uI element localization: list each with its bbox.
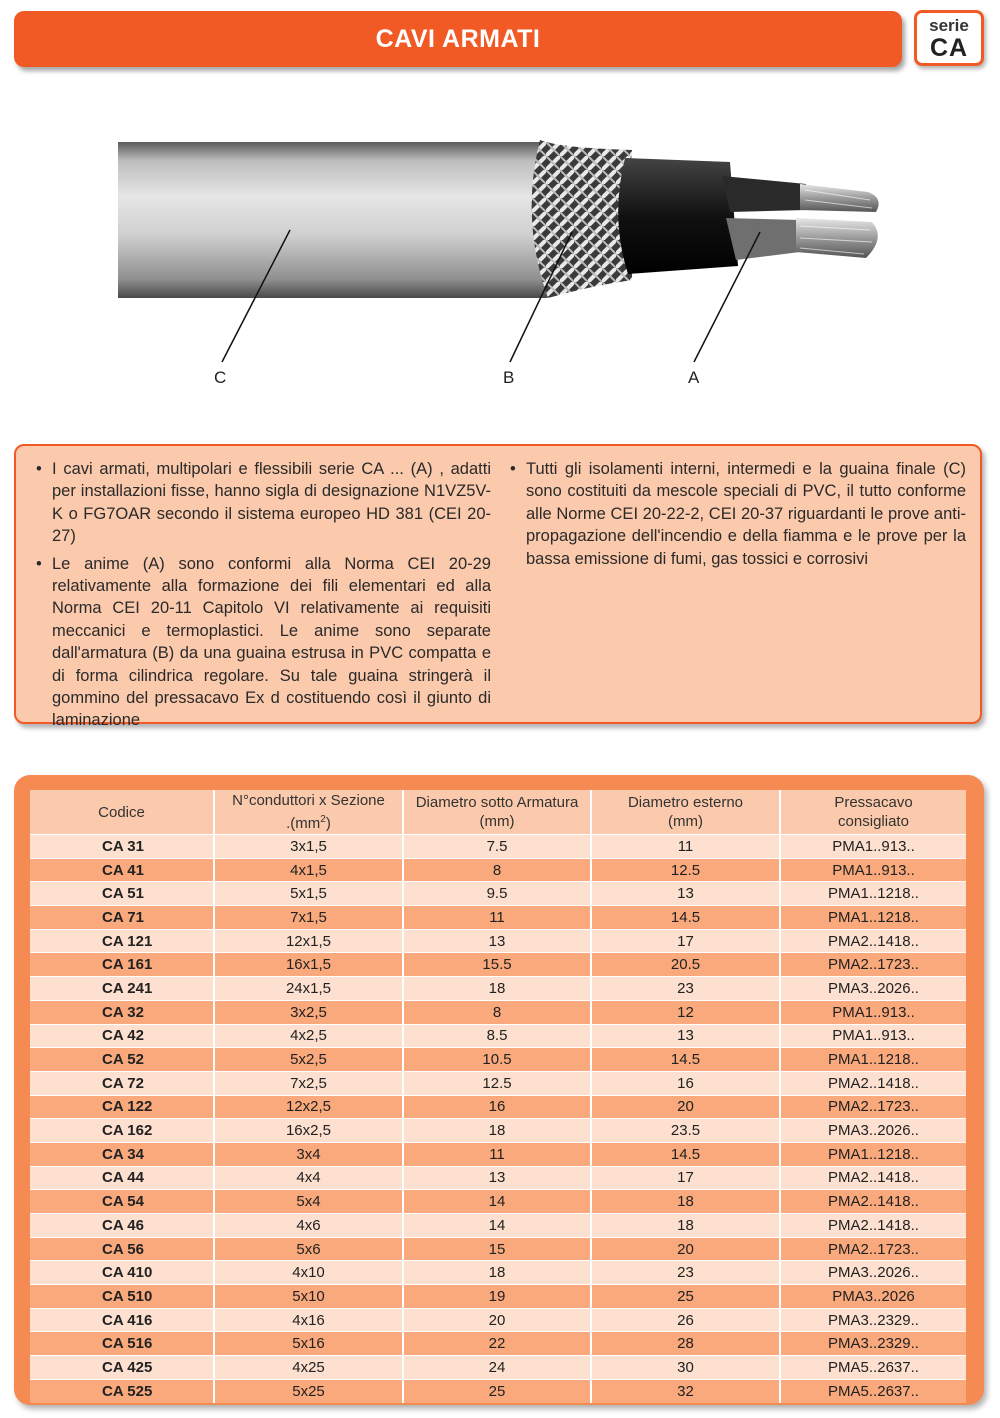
cell-pressacavo: PMA2..1418.. xyxy=(780,1166,966,1190)
cell-pressacavo: PMA1..913.. xyxy=(780,1024,966,1048)
cell-pressacavo: PMA5..2637.. xyxy=(780,1356,966,1380)
header-codice: Codice xyxy=(30,790,214,835)
cell-codice: CA 510 xyxy=(30,1285,214,1309)
cell-diametro-esterno: 20.5 xyxy=(591,953,780,977)
cell-diametro-sotto: 18 xyxy=(403,1261,591,1285)
table-row xyxy=(30,977,966,1001)
cell-codice: CA 54 xyxy=(30,1190,214,1214)
cell-diametro-esterno: 20 xyxy=(591,1237,780,1261)
outer-sheath xyxy=(118,142,548,298)
cell-conduttori: 12x1,5 xyxy=(214,929,403,953)
description-left-column xyxy=(36,458,491,737)
cell-diametro-sotto: 10.5 xyxy=(403,1048,591,1072)
table-row xyxy=(30,1142,966,1166)
cell-codice: CA 51 xyxy=(30,882,214,906)
table-row xyxy=(30,1000,966,1024)
table-row xyxy=(30,858,966,882)
cell-codice: CA 162 xyxy=(30,1119,214,1143)
cell-conduttori: 7x1,5 xyxy=(214,906,403,930)
cell-diametro-sotto: 14 xyxy=(403,1214,591,1238)
cable-drawing xyxy=(0,100,1000,410)
cell-diametro-sotto: 18 xyxy=(403,977,591,1001)
table-row xyxy=(30,1332,966,1356)
cell-pressacavo: PMA2..1418.. xyxy=(780,929,966,953)
cell-pressacavo: PMA3..2026.. xyxy=(780,1261,966,1285)
cell-codice: CA 241 xyxy=(30,977,214,1001)
cable-illustration xyxy=(0,100,1000,410)
cell-pressacavo: PMA1..1218.. xyxy=(780,1048,966,1072)
cell-diametro-esterno: 14.5 xyxy=(591,906,780,930)
bullet-icon: • xyxy=(36,460,42,478)
table-row xyxy=(30,882,966,906)
cell-codice: CA 56 xyxy=(30,1237,214,1261)
cell-pressacavo: PMA1..913.. xyxy=(780,1000,966,1024)
cell-pressacavo: PMA5..2637.. xyxy=(780,1379,966,1402)
cell-codice: CA 32 xyxy=(30,1000,214,1024)
cell-codice: CA 71 xyxy=(30,906,214,930)
cell-pressacavo: PMA2..1418.. xyxy=(780,1214,966,1238)
cell-conduttori: 5x16 xyxy=(214,1332,403,1356)
cell-diametro-esterno: 13 xyxy=(591,882,780,906)
header-diametro-esterno: Diametro esterno (mm) xyxy=(591,790,780,835)
cell-codice: CA 425 xyxy=(30,1356,214,1380)
cell-diametro-sotto: 24 xyxy=(403,1356,591,1380)
cell-codice: CA 122 xyxy=(30,1095,214,1119)
cell-pressacavo: PMA2..1723.. xyxy=(780,1095,966,1119)
cell-diametro-esterno: 16 xyxy=(591,1071,780,1095)
table-body xyxy=(30,835,966,1403)
cell-conduttori: 5x1,5 xyxy=(214,882,403,906)
table-row xyxy=(30,1261,966,1285)
cell-conduttori: 16x1,5 xyxy=(214,953,403,977)
cell-pressacavo: PMA1..913.. xyxy=(780,835,966,859)
table-row xyxy=(30,1214,966,1238)
cell-codice: CA 34 xyxy=(30,1142,214,1166)
cell-pressacavo: PMA1..913.. xyxy=(780,858,966,882)
cell-diametro-sotto: 7.5 xyxy=(403,835,591,859)
cell-codice: CA 121 xyxy=(30,929,214,953)
cell-diametro-sotto: 11 xyxy=(403,1142,591,1166)
table-row xyxy=(30,835,966,859)
cell-diametro-sotto: 12.5 xyxy=(403,1071,591,1095)
inner-jacket xyxy=(618,158,738,274)
cell-conduttori: 5x6 xyxy=(214,1237,403,1261)
cell-codice: CA 42 xyxy=(30,1024,214,1048)
table-row xyxy=(30,1048,966,1072)
bullet-icon: • xyxy=(36,554,42,573)
cell-diametro-esterno: 14.5 xyxy=(591,1048,780,1072)
paragraph-text: I cavi armati, multipolari e flessibili serie CA ... (A) , adatti per installazioni fisse, hanno sigla di designazione N1VZ5V-K o FG7OAR secondo il sistema europeo HD 381 (CEI 20-27) xyxy=(52,460,491,546)
cell-diametro-sotto: 14 xyxy=(403,1190,591,1214)
cell-diametro-sotto: 11 xyxy=(403,906,591,930)
braid-armour xyxy=(532,140,632,298)
table-row xyxy=(30,953,966,977)
cell-conduttori: 3x1,5 xyxy=(214,835,403,859)
cell-diametro-esterno: 18 xyxy=(591,1190,780,1214)
cell-conduttori: 4x4 xyxy=(214,1166,403,1190)
cell-diametro-sotto: 15 xyxy=(403,1237,591,1261)
cell-diametro-sotto: 18 xyxy=(403,1119,591,1143)
core-1 xyxy=(722,176,806,212)
table-row xyxy=(30,1237,966,1261)
cell-diametro-esterno: 17 xyxy=(591,1166,780,1190)
cell-diametro-sotto: 9.5 xyxy=(403,882,591,906)
table-row xyxy=(30,1308,966,1332)
cell-pressacavo: PMA1..1218.. xyxy=(780,1142,966,1166)
cell-diametro-sotto: 8.5 xyxy=(403,1024,591,1048)
page-title: CAVI ARMATI xyxy=(375,24,541,53)
cell-codice: CA 516 xyxy=(30,1332,214,1356)
core-2 xyxy=(726,218,800,260)
cell-conduttori: 3x4 xyxy=(214,1142,403,1166)
cell-diametro-esterno: 14.5 xyxy=(591,1142,780,1166)
cell-codice: CA 52 xyxy=(30,1048,214,1072)
cell-diametro-sotto: 19 xyxy=(403,1285,591,1309)
cell-conduttori: 4x6 xyxy=(214,1214,403,1238)
paragraph-text: Le anime (A) sono conformi alla Norma CEI 20-29 relativamente alla formazione dei fili elementari ed alla Norma CEI 20-11 Capitolo VI relativamente ai requisiti meccanici e termoplastici. Le anime sono separate dall'armatura (B) da una guaina estrusa in PVC compatta e di forma cilindrica regolare. Su tale guaina stringerà il gommino del pressacavo Ex d costituendo così il giunto di laminazione xyxy=(52,554,491,730)
table-row xyxy=(30,1166,966,1190)
bullet-icon: • xyxy=(510,460,516,478)
cell-diametro-esterno: 25 xyxy=(591,1285,780,1309)
cell-conduttori: 5x25 xyxy=(214,1379,403,1402)
spec-table-panel xyxy=(14,775,984,1405)
description-box xyxy=(14,444,982,730)
table-row xyxy=(30,1119,966,1143)
cell-diametro-sotto: 22 xyxy=(403,1332,591,1356)
label-c: C xyxy=(214,368,227,387)
table-row xyxy=(30,906,966,930)
cell-diametro-esterno: 12.5 xyxy=(591,858,780,882)
cell-conduttori: 16x2,5 xyxy=(214,1119,403,1143)
cell-conduttori: 4x10 xyxy=(214,1261,403,1285)
cell-codice: CA 410 xyxy=(30,1261,214,1285)
header-diametro-sotto-armatura: Diametro sotto Armatura (mm) xyxy=(403,790,591,835)
cell-diametro-esterno: 23 xyxy=(591,1261,780,1285)
serie-label: serie xyxy=(929,16,969,35)
cell-conduttori: 5x4 xyxy=(214,1190,403,1214)
cell-diametro-esterno: 26 xyxy=(591,1308,780,1332)
cell-diametro-esterno: 20 xyxy=(591,1095,780,1119)
label-b: B xyxy=(503,368,515,387)
cell-pressacavo: PMA3..2026 xyxy=(780,1285,966,1309)
cell-diametro-sotto: 8 xyxy=(403,1000,591,1024)
cell-pressacavo: PMA2..1418.. xyxy=(780,1190,966,1214)
description-right-column xyxy=(510,458,966,575)
serie-badge xyxy=(914,10,984,66)
table-row xyxy=(30,1285,966,1309)
cell-pressacavo: PMA2..1723.. xyxy=(780,953,966,977)
cell-diametro-sotto: 25 xyxy=(403,1379,591,1402)
cell-diametro-sotto: 13 xyxy=(403,1166,591,1190)
cell-codice: CA 161 xyxy=(30,953,214,977)
cell-diametro-sotto: 15.5 xyxy=(403,953,591,977)
cell-diametro-esterno: 23 xyxy=(591,977,780,1001)
cell-codice: CA 46 xyxy=(30,1214,214,1238)
cell-codice: CA 31 xyxy=(30,835,214,859)
cell-pressacavo: PMA3..2026.. xyxy=(780,1119,966,1143)
cell-conduttori: 4x25 xyxy=(214,1356,403,1380)
cell-conduttori: 4x2,5 xyxy=(214,1024,403,1048)
table-header-row xyxy=(30,790,966,835)
cell-conduttori: 7x2,5 xyxy=(214,1071,403,1095)
cell-pressacavo: PMA3..2329.. xyxy=(780,1308,966,1332)
cell-diametro-esterno: 13 xyxy=(591,1024,780,1048)
cell-pressacavo: PMA1..1218.. xyxy=(780,906,966,930)
table-row xyxy=(30,1095,966,1119)
bullet-paragraph xyxy=(36,553,491,732)
spec-table xyxy=(30,790,966,1403)
table-row xyxy=(30,1071,966,1095)
bullet-paragraph xyxy=(36,458,491,548)
cell-conduttori: 4x1,5 xyxy=(214,858,403,882)
cell-conduttori: 4x16 xyxy=(214,1308,403,1332)
header-pressacavo: Pressacavo consigliato xyxy=(780,790,966,835)
cell-diametro-esterno: 30 xyxy=(591,1356,780,1380)
cell-diametro-esterno: 11 xyxy=(591,835,780,859)
cell-conduttori: 24x1,5 xyxy=(214,977,403,1001)
table-row xyxy=(30,1356,966,1380)
table-row xyxy=(30,1379,966,1402)
paragraph-text: Tutti gli isolamenti interni, intermedi e la guaina finale (C) sono costituiti da mescole speciali di PVC, il tutto conforme alle Norme CEI 20-22-2, CEI 20-37 riguardanti le prove anti-propagazione dell'incendio e della fiamma e le prove per la bassa emissione di fumi, gas tossici e corrosivi xyxy=(526,460,966,568)
cell-pressacavo: PMA2..1723.. xyxy=(780,1237,966,1261)
label-a: A xyxy=(688,368,700,387)
cell-diametro-sotto: 16 xyxy=(403,1095,591,1119)
cell-diametro-esterno: 23.5 xyxy=(591,1119,780,1143)
cell-pressacavo: PMA3..2329.. xyxy=(780,1332,966,1356)
cell-diametro-esterno: 12 xyxy=(591,1000,780,1024)
table-row xyxy=(30,1190,966,1214)
cell-codice: CA 44 xyxy=(30,1166,214,1190)
cell-diametro-esterno: 32 xyxy=(591,1379,780,1402)
cell-pressacavo: PMA1..1218.. xyxy=(780,882,966,906)
table-row xyxy=(30,929,966,953)
cell-diametro-sotto: 13 xyxy=(403,929,591,953)
cell-codice: CA 41 xyxy=(30,858,214,882)
cell-pressacavo: PMA3..2026.. xyxy=(780,977,966,1001)
serie-code: CA xyxy=(929,34,969,62)
cell-conduttori: 3x2,5 xyxy=(214,1000,403,1024)
cell-diametro-sotto: 8 xyxy=(403,858,591,882)
cell-pressacavo: PMA2..1418.. xyxy=(780,1071,966,1095)
bullet-paragraph xyxy=(510,458,966,570)
cell-codice: CA 525 xyxy=(30,1379,214,1402)
table-row xyxy=(30,1024,966,1048)
header-conduttori: N°conduttori x Sezione $.(mm^2)$ xyxy=(214,790,403,835)
cell-conduttori: 5x10 xyxy=(214,1285,403,1309)
cell-codice: CA 72 xyxy=(30,1071,214,1095)
cell-diametro-sotto: 20 xyxy=(403,1308,591,1332)
cell-conduttori: 5x2,5 xyxy=(214,1048,403,1072)
cell-diametro-esterno: 17 xyxy=(591,929,780,953)
cell-codice: CA 416 xyxy=(30,1308,214,1332)
cell-diametro-esterno: 28 xyxy=(591,1332,780,1356)
cell-conduttori: 12x2,5 xyxy=(214,1095,403,1119)
cell-diametro-esterno: 18 xyxy=(591,1214,780,1238)
header-bar xyxy=(14,11,902,67)
